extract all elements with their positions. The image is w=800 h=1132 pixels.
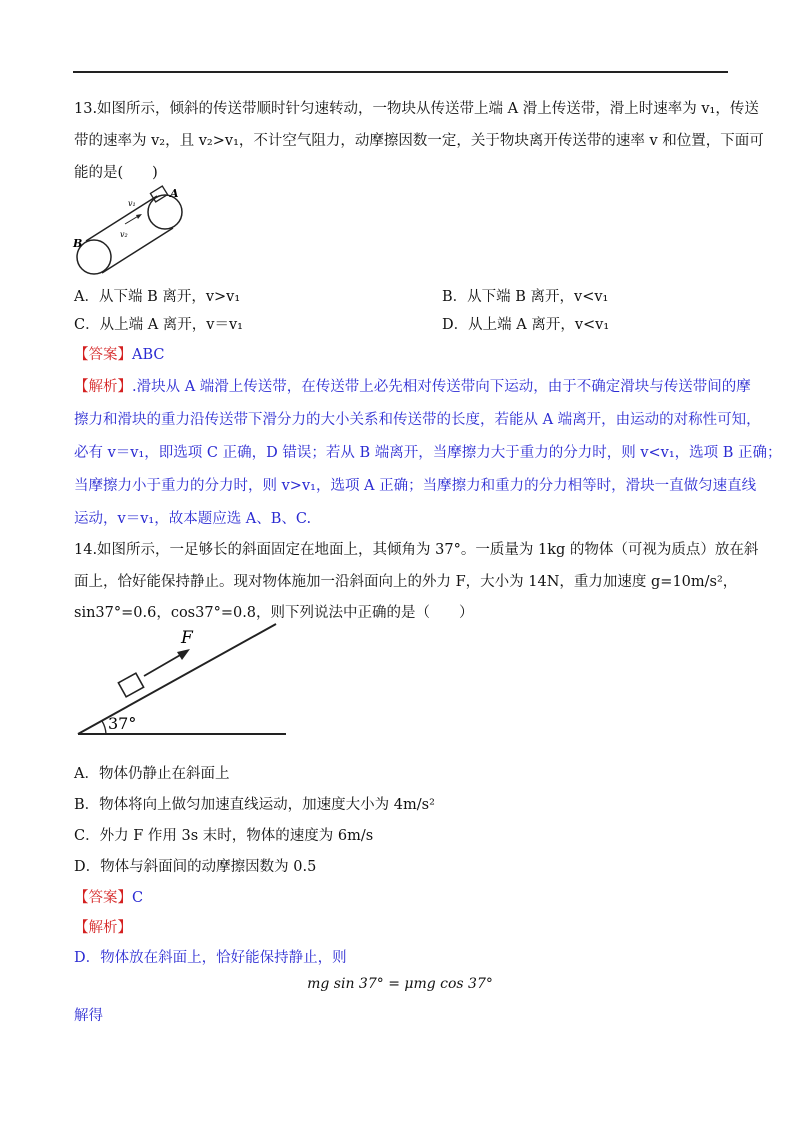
q14-stem-line-3: sin37°=0.6，cos37°=0.8，则下列说法中正确的是（ ） [74, 605, 474, 621]
q14-option-d: D．物体与斜面间的动摩擦因数为 0.5 [74, 859, 317, 875]
q14-stem-line-1: 14.如图所示，一足够长的斜面固定在地面上，其倾角为 37°。一质量为 1kg 的物体（可视为质点）放在斜 [74, 542, 759, 558]
conveyor-label-a: A [170, 187, 179, 200]
q13-analysis-line-1 [74, 377, 751, 397]
q14-analysis-tag: 【解析】 [74, 920, 132, 936]
conveyor-label-v1: v₁ [128, 199, 136, 208]
conveyor-label-v2: v₂ [120, 230, 128, 239]
q13-analysis-text-1: .滑块从 A 端滑上传送带，在传送带上必先相对传送带向下运动，由于不确定滑块与传送带间的摩 [132, 379, 751, 395]
q13-option-d: D．从上端 A 离开，v<v₁ [442, 317, 610, 333]
q13-analysis-line-5: 运动，v＝v₁，故本题应选 A、B、C. [74, 511, 312, 527]
q13-analysis-line-2: 擦力和滑块的重力沿传送带下滑分力的大小关系和传送带的长度，若能从 A 端离开，由运动的对称性可知， [74, 412, 761, 428]
incline-angle-label: 37° [108, 714, 137, 733]
q13-option-c: C．从上端 A 离开，v＝v₁ [74, 317, 243, 333]
conveyor-label-b: B [73, 237, 83, 250]
q13-stem-line-3: 能的是( ) [74, 165, 158, 181]
q13-analysis-tag: 【解析】 [74, 379, 132, 395]
q14-answer-tag: 【答案】 [74, 890, 132, 906]
q14-option-b: B．物体将向上做匀加速直线运动，加速度大小为 4m/s² [74, 797, 435, 813]
q14-analysis-d: D．物体放在斜面上，恰好能保持静止，则 [74, 950, 347, 966]
q14-formula: mg sin 37° = μmg cos 37° [307, 976, 493, 992]
q13-answer-tag: 【答案】 [74, 347, 132, 363]
header-rule [73, 71, 728, 73]
incline-force-label: F [181, 628, 193, 648]
incline-figure [74, 622, 294, 740]
q14-answer-line [74, 888, 143, 908]
q13-option-b: B．从下端 B 离开，v<v₁ [442, 289, 609, 305]
q14-option-c: C．外力 F 作用 3s 末时，物体的速度为 6m/s [74, 828, 374, 844]
q14-solve-label: 解得 [74, 1008, 103, 1024]
q13-analysis-line-4: 当摩擦力小于重力的分力时，则 v>v₁，选项 A 正确；当摩擦力和重力的分力相等时，滑块一直做匀速直线 [74, 478, 757, 494]
q14-option-a: A．物体仍静止在斜面上 [74, 766, 230, 782]
q13-option-a: A．从下端 B 离开，v>v₁ [74, 289, 241, 305]
q13-stem-line-1: 13.如图所示，倾斜的传送带顺时针匀速转动，一物块从传送带上端 A 滑上传送带，滑上时速率为 v₁，传送 [74, 101, 759, 117]
q13-stem-line-2: 带的速率为 v₂，且 v₂>v₁，不计空气阻力，动摩擦因数一定，关于物块离开传送带的速率 v 和位置，下面可 [74, 133, 764, 149]
q13-answer-line [74, 345, 165, 365]
q14-stem-line-2: 面上，恰好能保持静止。现对物体施加一沿斜面向上的外力 F，大小为 14N，重力加速度 g=10m/s²， [74, 574, 738, 590]
q13-analysis-line-3: 必有 v＝v₁，即选项 C 正确，D 错误；若从 B 端离开，当摩擦力大于重力的分力时，则 v<v₁，选项 B 正确； [74, 445, 782, 461]
conveyor-belt-figure [70, 185, 195, 280]
q14-answer-value: C [132, 890, 144, 906]
q13-answer-value: ABC [132, 347, 165, 363]
